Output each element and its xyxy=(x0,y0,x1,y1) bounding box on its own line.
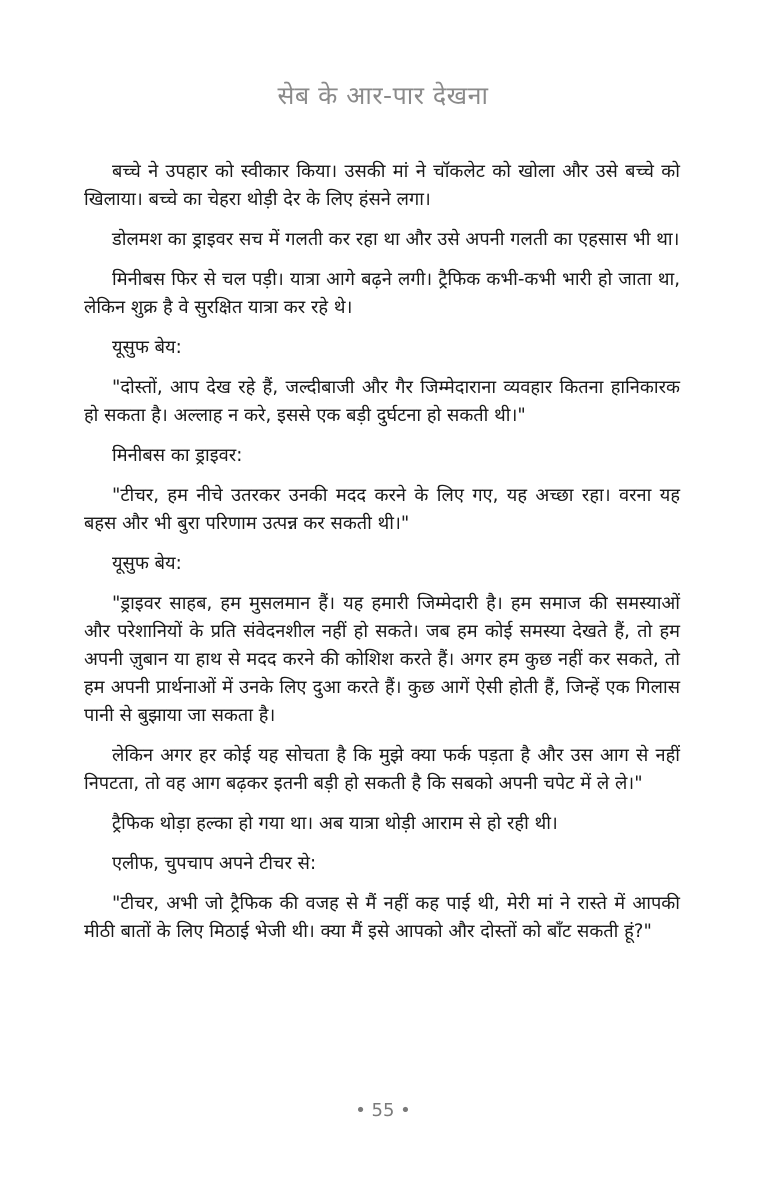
paragraph-1: बच्चे ने उपहार को स्वीकार किया। उसकी मां ने चॉकलेट को खोला और उसे बच्चे को खिलाया। बच्चे का चेहरा थोड़ी देर के लिए हंसने लगा। xyxy=(84,161,680,210)
paragraph-11: ट्रैफिक थोड़ा हल्का हो गया था। अब यात्रा थोड़ी आराम से हो रही थी। xyxy=(112,813,558,834)
speaker-label-driver: मिनीबस का ड्राइवर: xyxy=(112,445,243,466)
paragraph-5: "दोस्तों, आप देख रहे हैं, जल्दीबाजी और गैर जिम्मेदाराना व्यवहार कितना हानिकारक हो सकता है। अल्लाह न करे, इससे एक बड़ी दुर्घटना हो सकती थी।" xyxy=(84,377,680,426)
body-text xyxy=(84,158,680,958)
chapter-title: सेब के आर-पार देखना xyxy=(277,81,489,110)
paragraph-9: "ड्राइवर साहब, हम मुसलमान हैं। यह हमारी जिम्मेदारी है। हम समाज की समस्याओं और परेशानियों के प्रति संवेदनशील नहीं हो सकते। जब हम कोई समस्या देखते हैं, तो हम अपनी ज़ुबान या हाथ से मदद करने की कोशिश करते हैं। अगर हम कुछ नहीं कर सकते, तो हम अपनी प्रार्थनाओं में उनके लिए दुआ करते हैं। कुछ आगें ऐसी होती हैं, जिन्हें एक गिलास पानी से बुझाया जा सकता है। xyxy=(84,593,680,726)
paragraph-7: "टीचर, हम नीचे उतरकर उनकी मदद करने के लिए गए, यह अच्छा रहा। वरना यह बहस और भी बुरा परिणाम उत्पन्न कर सकती थी।" xyxy=(84,485,680,534)
speaker-label-yusuf: यूसुफ बेय: xyxy=(112,337,182,358)
paragraph-10: लेकिन अगर हर कोई यह सोचता है कि मुझे क्या फर्क पड़ता है और उस आग से नहीं निपटता, तो वह आग बढ़कर इतनी बड़ी हो सकती है कि सबको अपनी चपेट में ले ले।" xyxy=(84,745,680,794)
paragraph-3: मिनीबस फिर से चल पड़ी। यात्रा आगे बढ़ने लगी। ट्रैफिक कभी-कभी भारी हो जाता था, लेकिन शुक्र है वे सुरक्षित यात्रा कर रहे थे। xyxy=(84,269,680,318)
page-number: • 55 • xyxy=(355,1100,411,1121)
paragraph-2: डोलमश का ड्राइवर सच में गलती कर रहा था और उसे अपनी गलती का एहसास भी था। xyxy=(112,229,680,250)
speaker-label-yusuf-2: यूसुफ बेय: xyxy=(112,553,182,574)
speaker-label-elif: एलीफ, चुपचाप अपने टीचर से: xyxy=(112,853,317,874)
paragraph-13: "टीचर, अभी जो ट्रैफिक की वजह से मैं नहीं कह पाई थी, मेरी मां ने रास्ते में आपकी मीठी बातों के लिए मिठाई भेजी थी। क्या मैं इसे आपको और दोस्तों को बाँट सकती हूं?" xyxy=(84,893,680,942)
